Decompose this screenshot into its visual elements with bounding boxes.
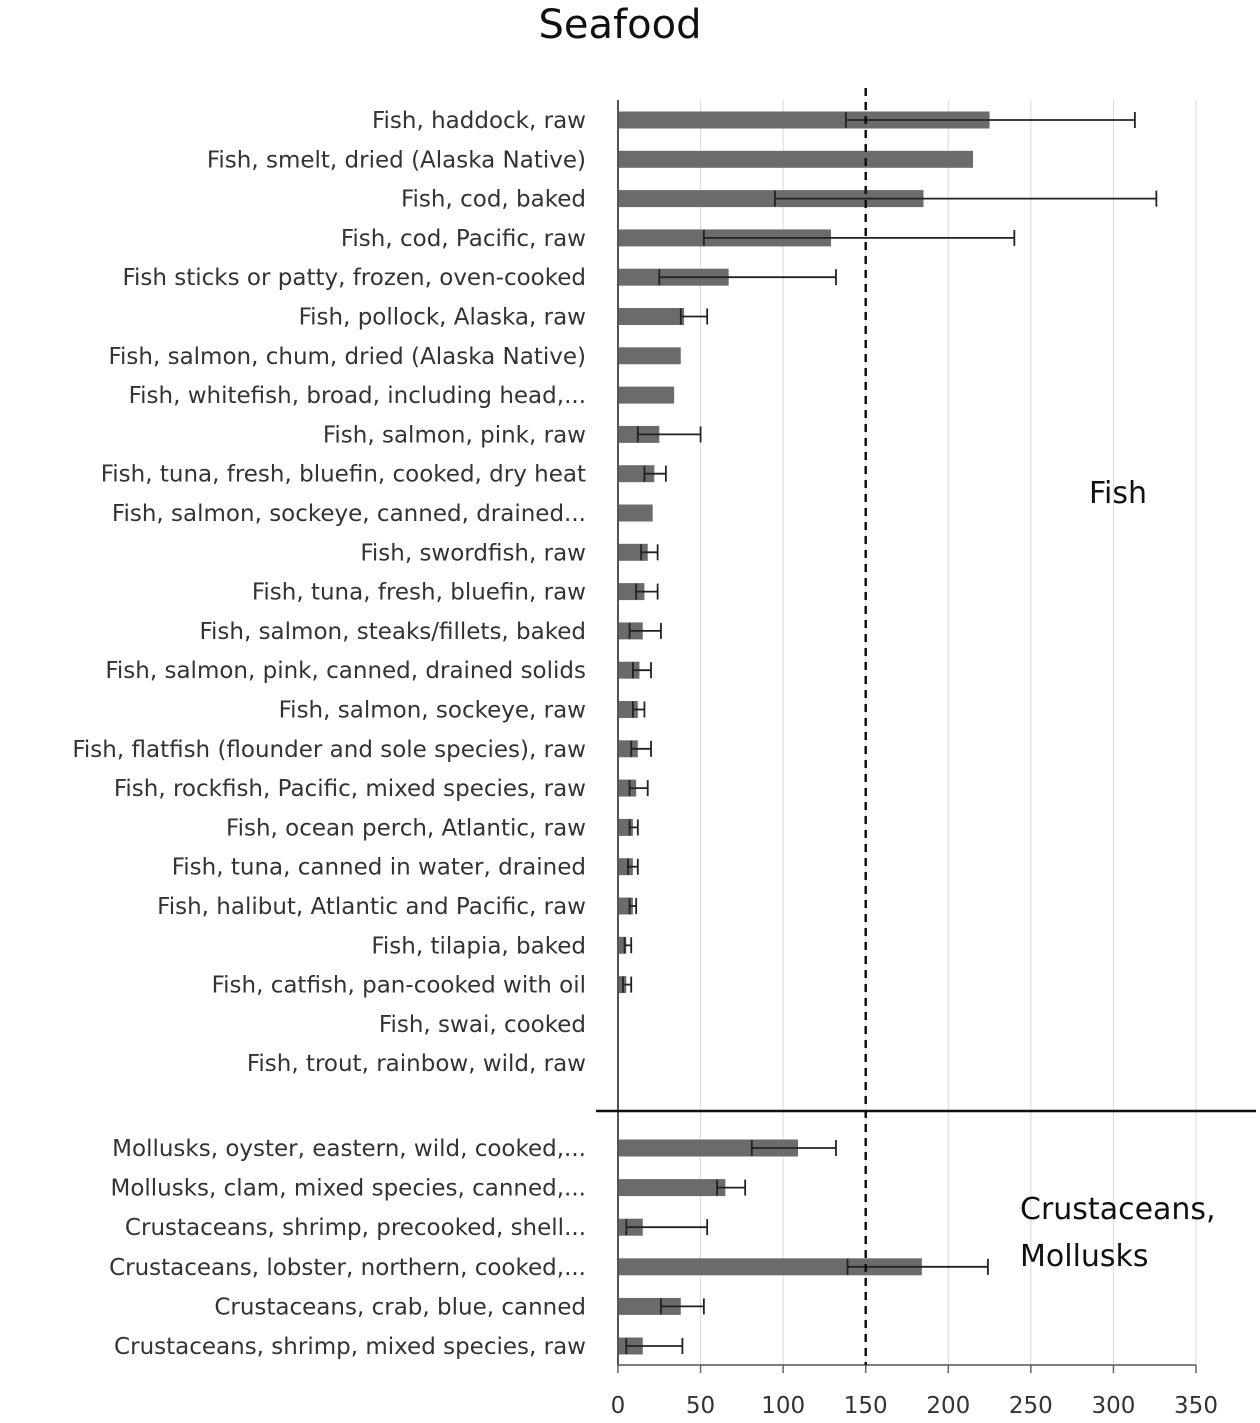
category-label: Fish, tuna, fresh, bluefin, cooked, dry heat xyxy=(100,461,586,488)
category-label: Fish, trout, rainbow, wild, raw xyxy=(246,1051,586,1078)
category-label: Fish, swai, cooked xyxy=(378,1011,586,1038)
category-label: Crustaceans, crab, blue, canned xyxy=(214,1294,586,1321)
category-label: Fish, salmon, chum, dried (Alaska Native) xyxy=(108,343,586,370)
category-label: Fish, salmon, steaks/fillets, baked xyxy=(199,618,586,645)
category-label: Crustaceans, shrimp, mixed species, raw xyxy=(114,1334,586,1360)
category-label: Fish, salmon, sockeye, raw xyxy=(278,697,586,724)
bar xyxy=(618,505,653,522)
category-label: Fish, swordfish, raw xyxy=(360,540,586,567)
category-label: Fish, ocean perch, Atlantic, raw xyxy=(226,815,586,842)
category-label: Fish, halibut, Atlantic and Pacific, raw xyxy=(157,894,586,920)
x-tick-label: 300 xyxy=(1091,1393,1136,1419)
category-label: Crustaceans, lobster, northern, cooked,... xyxy=(109,1254,586,1281)
x-tick-label: 350 xyxy=(1174,1393,1218,1419)
category-labels xyxy=(72,108,586,1360)
group-label-crustaceans-mollusks: Mollusks xyxy=(1020,1239,1149,1274)
bar xyxy=(618,1179,725,1196)
category-label: Mollusks, clam, mixed species, canned,... xyxy=(110,1175,586,1202)
bar xyxy=(618,308,684,325)
bars xyxy=(618,112,990,1355)
category-label: Crustaceans, shrimp, precooked, shell... xyxy=(124,1215,586,1242)
category-label: Fish, salmon, sockeye, canned, drained... xyxy=(111,501,586,527)
category-label: Fish, salmon, pink, canned, drained solids xyxy=(105,658,586,685)
category-label: Fish, flatfish (flounder and sole species), raw xyxy=(72,736,586,763)
category-label: Fish, cod, baked xyxy=(400,186,586,213)
category-label: Fish, whitefish, broad, including head,... xyxy=(128,383,586,410)
x-tick-label: 50 xyxy=(685,1393,716,1419)
category-label: Fish, catfish, pan-cooked with oil xyxy=(211,972,586,999)
x-tick-label: 200 xyxy=(926,1393,971,1419)
grid-lines xyxy=(701,100,1196,1365)
category-label: Fish, rockfish, Pacific, mixed species, raw xyxy=(113,776,586,803)
bar xyxy=(618,347,681,364)
category-label: Fish, tuna, canned in water, drained xyxy=(171,854,586,881)
x-tick-label: 100 xyxy=(761,1393,806,1419)
category-label: Fish, pollock, Alaska, raw xyxy=(298,304,586,331)
error-bars xyxy=(623,112,1156,1354)
category-label: Fish, smelt, dried (Alaska Native) xyxy=(206,147,586,174)
category-label: Fish, salmon, pink, raw xyxy=(322,422,586,449)
group-label-crustaceans-mollusks: Crustaceans, xyxy=(1020,1192,1216,1227)
x-tick-label: 150 xyxy=(843,1393,888,1419)
category-label: Fish sticks or patty, frozen, oven-cooked xyxy=(122,265,586,292)
category-label: Mollusks, oyster, eastern, wild, cooked,... xyxy=(112,1136,586,1162)
category-label: Fish, cod, Pacific, raw xyxy=(340,225,586,252)
chart-title: Seafood xyxy=(538,2,702,48)
group-label-fish: Fish xyxy=(1088,476,1148,511)
x-tick-label: 0 xyxy=(610,1393,626,1419)
bar xyxy=(618,387,674,404)
bar xyxy=(618,151,973,168)
category-label: Fish, tilapia, baked xyxy=(371,933,586,960)
group-labels xyxy=(1020,476,1216,1274)
x-tick-label: 250 xyxy=(1008,1393,1053,1419)
category-label: Fish, tuna, fresh, bluefin, raw xyxy=(251,579,586,606)
category-label: Fish, haddock, raw xyxy=(371,108,586,134)
